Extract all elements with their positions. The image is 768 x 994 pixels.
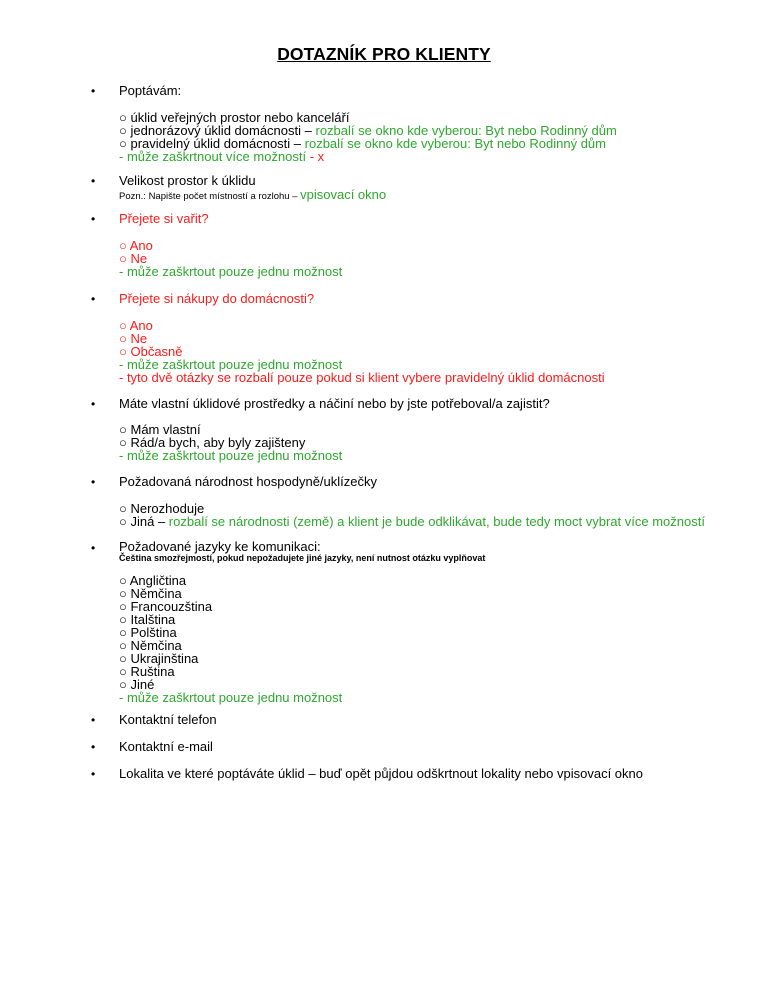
bullet-icon: • (91, 84, 96, 98)
radio-icon[interactable]: ○ (119, 435, 127, 450)
radio-icon[interactable]: ○ (119, 677, 127, 692)
question-label-nationality: Požadovaná národnost hospodyně/uklízečky (119, 474, 378, 489)
nationality-options (119, 502, 705, 528)
option-own-supplies[interactable]: ○ Mám vlastní (119, 422, 201, 437)
bullet-icon: • (91, 541, 96, 555)
option-shopping-yes[interactable]: ○ Ano (119, 318, 153, 333)
languages-options (119, 574, 342, 704)
option-language[interactable]: ○ Ukrajinština (119, 651, 199, 666)
services-options (119, 111, 617, 163)
question-label-languages: Požadované jazyky ke komunikaci: (119, 539, 321, 554)
bullet-icon: • (91, 292, 96, 306)
option-note: rozbalí se národnosti (země) a klient je bude odklikávat, bude tedy moct vybrat více možností (168, 514, 705, 529)
question-label-size: Velikost prostor k úklidu (119, 173, 256, 188)
languages-note: Čeština smozřejmostí, pokud nepožadujete jiné jazyky, není nutnost otázku vyplňovat (119, 553, 486, 563)
option-language[interactable]: ○ Francouzština (119, 599, 213, 614)
bullet-icon: • (91, 212, 96, 226)
question-label-services: Poptávám: (119, 83, 182, 98)
radio-icon[interactable]: ○ (119, 625, 127, 640)
option-language[interactable]: ○ Jiné (119, 677, 155, 692)
radio-icon[interactable]: ○ (119, 238, 127, 253)
radio-icon[interactable]: ○ (119, 331, 127, 346)
question-label-phone: Kontaktní telefon (119, 712, 217, 727)
cooking-options (119, 239, 342, 278)
radio-icon[interactable]: ○ (119, 110, 127, 125)
radio-icon[interactable]: ○ (119, 573, 127, 588)
option-other-nationality[interactable]: ○ Jiná – rozbalí se národnosti (země) a klient je bude odklikávat, bude tedy moct vybrat více možností (119, 514, 705, 529)
option-shopping-no[interactable]: ○ Ne (119, 331, 148, 346)
option-language[interactable]: ○ Italština (119, 612, 176, 627)
question-label-supplies: Máte vlastní úklidové prostředky a náčiní nebo by jste potřeboval/a zajistit? (119, 396, 550, 411)
question-label-cooking: Přejete si vařit? (119, 211, 209, 226)
bullet-icon: • (91, 740, 96, 754)
bullet-icon: • (91, 767, 96, 781)
option-regular-cleaning[interactable]: ○ pravidelný úklid domácnosti – rozbalí se okno kde vyberou: Byt nebo Rodinný dům (119, 136, 606, 151)
shopping-footer-note: - tyto dvě otázky se rozbalí pouze pokud si klient vybere pravidelný úklid domácnosti (119, 370, 605, 385)
radio-icon[interactable]: ○ (119, 599, 127, 614)
bullet-icon: • (91, 174, 96, 188)
radio-icon[interactable]: ○ (119, 501, 127, 516)
radio-icon[interactable]: ○ (119, 612, 127, 627)
services-footer: - může zaškrtnout více možností - x (119, 149, 325, 164)
radio-icon[interactable]: ○ (119, 664, 127, 679)
option-language[interactable]: ○ Angličtina (119, 573, 187, 588)
radio-icon[interactable]: ○ (119, 251, 127, 266)
option-provide-supplies[interactable]: ○ Rád/a bych, aby byly zajišteny (119, 435, 306, 450)
radio-icon[interactable]: ○ (119, 638, 127, 653)
question-label-shopping: Přejete si nákupy do domácnosti? (119, 291, 315, 306)
text-input-placeholder[interactable]: vpisovací okno (300, 187, 387, 202)
supplies-footer: - může zaškrtout pouze jednu možnost (119, 448, 343, 463)
shopping-footer: - může zaškrtout pouze jednu možnost (119, 357, 343, 372)
languages-footer: - může zaškrtout pouze jednu možnost (119, 690, 343, 705)
supplies-options (119, 423, 342, 462)
bullet-icon: • (91, 397, 96, 411)
option-cooking-yes[interactable]: ○ Ano (119, 238, 153, 253)
question-label-email: Kontaktní e-mail (119, 739, 213, 754)
page-title: DOTAZNÍK PRO KLIENTY (277, 44, 491, 64)
option-note: rozbalí se okno kde vyberou: Byt nebo Rodinný dům (315, 123, 617, 138)
question-label-location: Lokalita ve které poptáváte úklid – buď opět půjdou odškrtnout lokality nebo vpisovací okno (119, 766, 643, 781)
option-no-preference[interactable]: ○ Nerozhoduje (119, 501, 205, 516)
radio-icon[interactable]: ○ (119, 344, 127, 359)
radio-icon[interactable]: ○ (119, 514, 127, 529)
option-language[interactable]: ○ Polština (119, 625, 177, 640)
option-one-time-cleaning[interactable]: ○ jednorázový úklid domácnosti – rozbalí se okno kde vyberou: Byt nebo Rodinný dům (119, 123, 617, 138)
option-public-spaces[interactable]: ○ úklid veřejných prostor nebo kanceláří (119, 110, 350, 125)
radio-icon[interactable]: ○ (119, 586, 127, 601)
bullet-icon: • (91, 475, 96, 489)
size-note: Pozn.: Napište počet místností a rozlohu – vpisovací okno (119, 187, 387, 202)
radio-icon[interactable]: ○ (119, 651, 127, 666)
radio-icon[interactable]: ○ (119, 123, 127, 138)
shopping-options (119, 319, 605, 384)
option-language[interactable]: ○ Němčina (119, 586, 182, 601)
radio-icon[interactable]: ○ (119, 318, 127, 333)
radio-icon[interactable]: ○ (119, 136, 127, 151)
option-note: rozbalí se okno kde vyberou: Byt nebo Rodinný dům (304, 136, 606, 151)
option-cooking-no[interactable]: ○ Ne (119, 251, 148, 266)
option-language[interactable]: ○ Němčina (119, 638, 182, 653)
bullet-icon: • (91, 713, 96, 727)
option-language[interactable]: ○ Ruština (119, 664, 175, 679)
cooking-footer: - může zaškrtout pouze jednu možnost (119, 264, 343, 279)
radio-icon[interactable]: ○ (119, 422, 127, 437)
option-shopping-sometimes[interactable]: ○ Občasně (119, 344, 183, 359)
